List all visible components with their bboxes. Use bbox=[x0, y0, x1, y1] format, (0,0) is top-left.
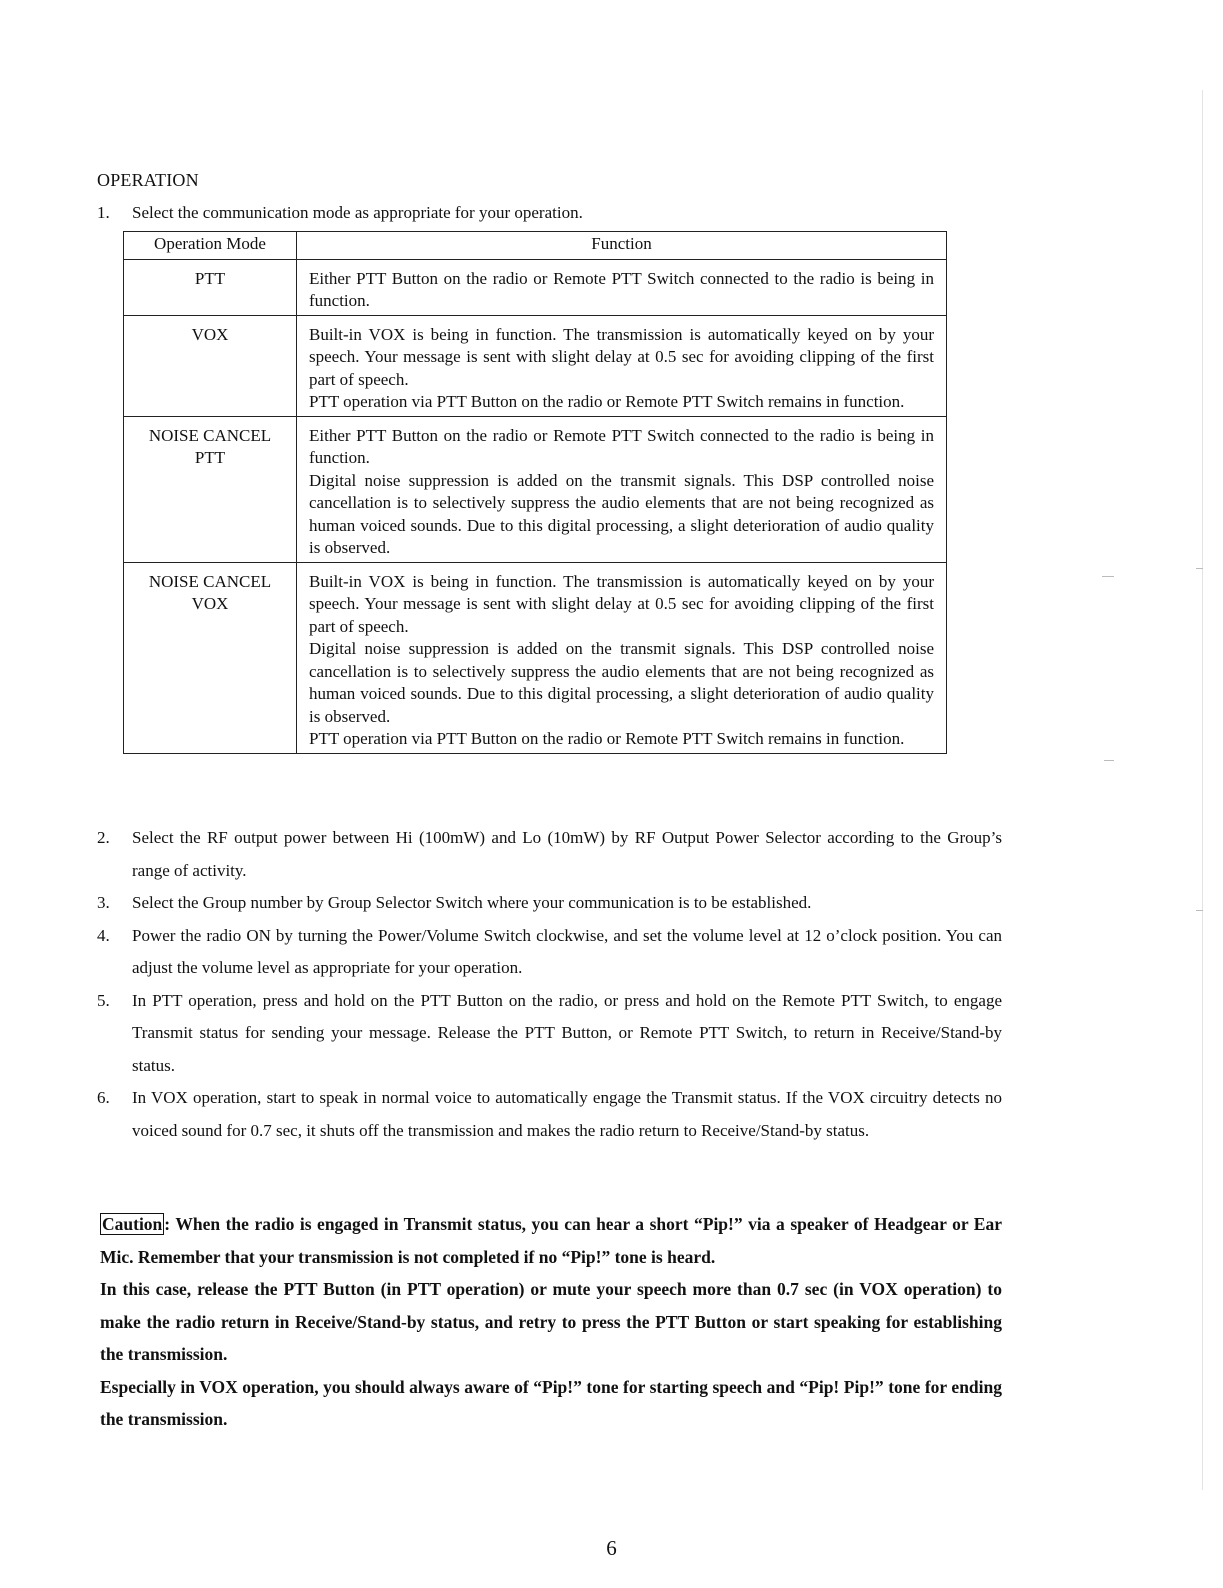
list-item bbox=[97, 1082, 1002, 1147]
mode-label: NOISE CANCEL bbox=[148, 425, 272, 445]
step-text: In VOX operation, start to speak in normal voice to automatically engage the Transmit status. If the VOX circuitry detects no voiced sound for 0.7 sec, it shuts off the transmission and makes the radio return to Receive/Stand-by status. bbox=[132, 1088, 1002, 1140]
list-item bbox=[97, 887, 1002, 920]
function-text: PTT operation via PTT Button on the radio or Remote PTT Switch remains in function. bbox=[309, 392, 905, 411]
function-text: Built-in VOX is being in function. The transmission is automatically keyed on by your speech. Your message is sent with slight delay at 0.5 sec for avoiding clipping of the first part of speech. bbox=[309, 324, 934, 389]
step-number: 3. bbox=[97, 893, 110, 912]
scan-edge-mark bbox=[1196, 910, 1203, 911]
operation-mode-table bbox=[123, 231, 947, 754]
list-item bbox=[97, 822, 1002, 887]
column-header-operation-mode: Operation Mode bbox=[124, 232, 297, 260]
page-number: 6 bbox=[606, 1536, 617, 1560]
function-text: Either PTT Button on the radio or Remote PTT Switch connected to the radio is being in function. bbox=[309, 425, 934, 467]
table-row bbox=[124, 562, 947, 753]
mode-label: PTT bbox=[194, 448, 226, 467]
step-text: Power the radio ON by turning the Power/Volume Switch clockwise, and set the volume level at 12 o’clock position. You can adjust the volume level as appropriate for your operation. bbox=[132, 925, 1002, 977]
step-1 bbox=[97, 203, 583, 223]
function-text: Built-in VOX is being in function. The transmission is automatically keyed on by your speech. Your message is sent with slight delay at 0.5 sec for avoiding clipping of the first part of speech. bbox=[309, 571, 934, 636]
function-text: Digital noise suppression is added on the transmit signals. This DSP controlled noise cancellation is to selectively suppress the audio elements that are not being recognized as human voiced sounds. Due to this digital processing, a slight deterioration of audio quality is observed. bbox=[309, 470, 934, 557]
step-text: Select the communication mode as appropriate for your operation. bbox=[132, 203, 583, 222]
caution-label: Caution bbox=[102, 1214, 163, 1234]
mode-cell-vox bbox=[124, 315, 297, 416]
step-number: 1. bbox=[97, 203, 110, 222]
step-text: Select the Group number by Group Selector Switch where your communication is to be established. bbox=[132, 893, 812, 912]
scan-edge-mark bbox=[1104, 760, 1114, 761]
mode-label: VOX bbox=[191, 594, 229, 613]
mode-cell-noise-cancel-vox bbox=[124, 562, 297, 753]
mode-label: PTT bbox=[194, 268, 226, 288]
scan-edge-mark bbox=[1202, 90, 1203, 1490]
section-heading: OPERATION bbox=[97, 170, 199, 190]
scan-edge-mark bbox=[1196, 568, 1203, 569]
function-text: PTT operation via PTT Button on the radio or Remote PTT Switch remains in function. bbox=[309, 729, 905, 748]
caution-paragraph bbox=[100, 1208, 1002, 1273]
step-number: 5. bbox=[97, 990, 110, 1010]
function-text: Either PTT Button on the radio or Remote PTT Switch connected to the radio is being in function. bbox=[309, 268, 934, 310]
step-text: In PTT operation, press and hold on the PTT Button on the radio, or press and hold on the Remote PTT Switch, to engage Transmit status for sending your message. Release the PTT Button, or Remote PTT Switch, to return in Receive/Stand-by status. bbox=[132, 990, 1002, 1075]
column-header-function: Function bbox=[297, 232, 947, 260]
scan-edge-mark bbox=[1102, 576, 1114, 577]
function-cell bbox=[297, 562, 947, 753]
mode-cell-noise-cancel-ptt bbox=[124, 416, 297, 562]
table-header-row bbox=[124, 232, 947, 260]
mode-cell-ptt bbox=[124, 259, 297, 315]
list-item bbox=[97, 985, 1002, 1083]
list-item bbox=[97, 920, 1002, 985]
mode-label: NOISE CANCEL bbox=[148, 571, 272, 591]
function-cell bbox=[297, 315, 947, 416]
caution-note bbox=[100, 1208, 1002, 1436]
table-row bbox=[124, 315, 947, 416]
step-text: Select the RF output power between Hi (100mW) and Lo (10mW) by RF Output Power Selector according to the Group’s range of activity. bbox=[132, 828, 1002, 880]
step-number: 6. bbox=[97, 1088, 110, 1107]
caution-paragraph: In this case, release the PTT Button (in PTT operation) or mute your speech more than 0.7 sec (in VOX operation) to make the radio return in Receive/Stand-by status, and retry to press the PTT Button or start speaking for establishing the transmission. bbox=[100, 1279, 1002, 1364]
mode-label: VOX bbox=[191, 324, 229, 344]
function-cell bbox=[297, 416, 947, 562]
table-row bbox=[124, 416, 947, 562]
table-row bbox=[124, 259, 947, 315]
step-number: 2. bbox=[97, 828, 110, 847]
function-text: Digital noise suppression is added on the transmit signals. This DSP controlled noise cancellation is to selectively suppress the audio elements that are not being recognized as human voiced sounds. Due to this digital processing, a slight deterioration of audio quality is observed. bbox=[309, 639, 934, 726]
step-number: 4. bbox=[97, 925, 110, 945]
caution-paragraph: Especially in VOX operation, you should always aware of “Pip!” tone for starting speech and “Pip! Pip!” tone for ending the transmission. bbox=[100, 1376, 1002, 1429]
step-list bbox=[97, 822, 1002, 1147]
function-cell bbox=[297, 259, 947, 315]
caution-text: : When the radio is engaged in Transmit status, you can hear a short “Pip!” via a speaker of Headgear or Ear Mic. Remember that your transmission is not completed if no “Pip!” tone is heard. bbox=[100, 1214, 1002, 1267]
